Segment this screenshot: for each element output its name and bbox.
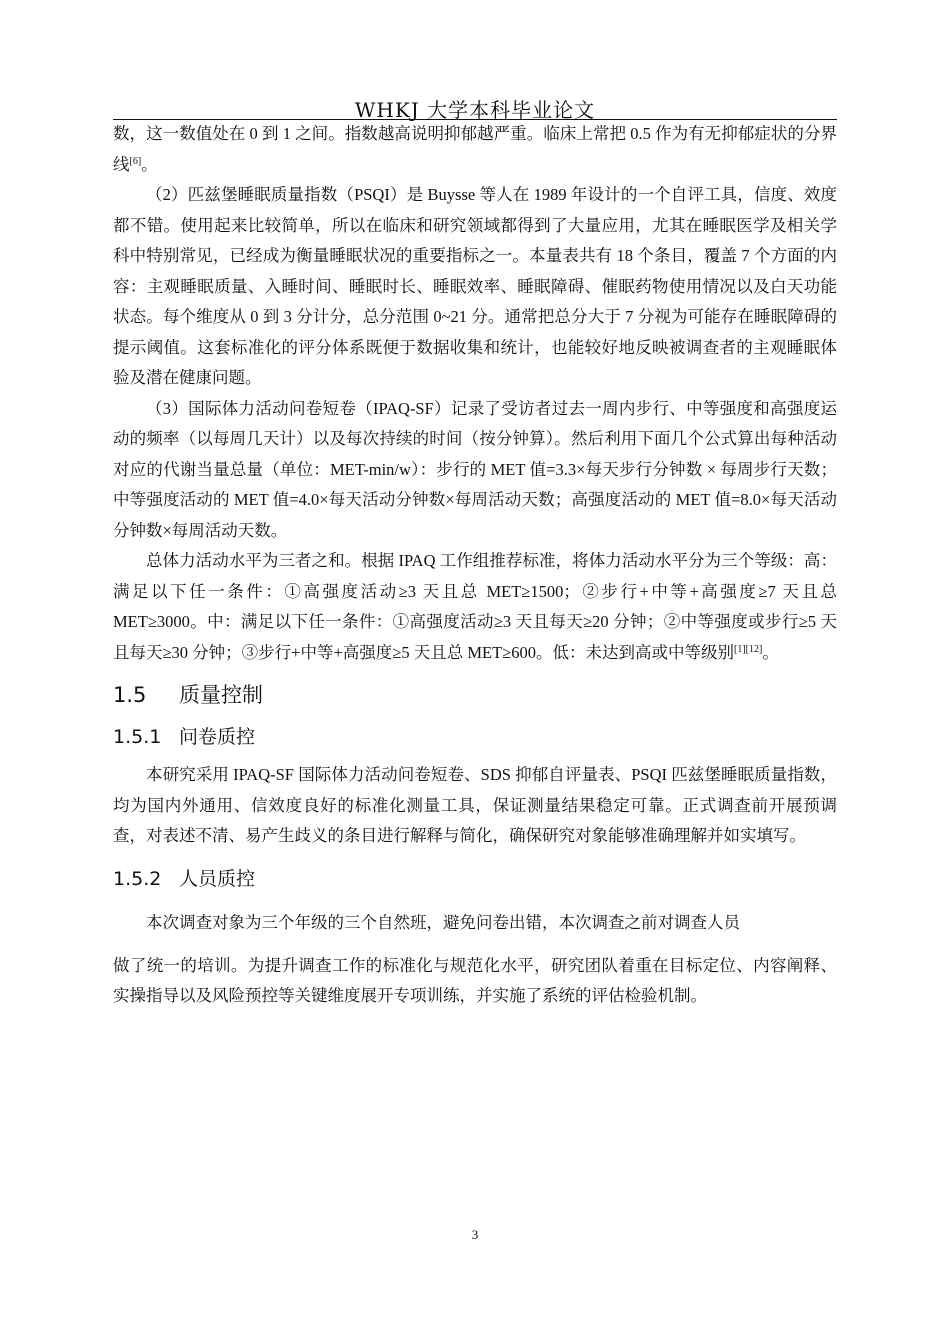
subsection-number: 1.5.2 [113, 867, 162, 890]
body-text [113, 119, 837, 1012]
paragraph-activity-levels: 总体力活动水平为三者之和。根据 IPAQ 工作组推荐标准，将体力活动水平分为三个等级：高：满足以下任一条件：①高强度活动≥3 天且总 MET≥1500；②步行+中等+高强度≥7 天且总 MET≥3000。中：满足以下任一条件：①高强度活动≥3 天且每天≥20 分钟；②中等强度或步行≥5 天且每天≥30 分钟；③步行+中等+高强度≥5 天且总 MET≥600。低：未达到高或中等级别[1][12]。 [113, 551, 837, 662]
paragraph-staff-qc-rest: 做了统一的培训。为提升调查工作的标准化与规范化水平，研究团队着重在目标定位、内容阐释、实操指导以及风险预控等关键维度展开专项训练，并实施了系统的评估检验机制。 [113, 955, 837, 1005]
paragraph-psqi: （2）匹兹堡睡眠质量指数（PSQI）是 Buysse 等人在 1989 年设计的一个自评工具，信度、效度都不错。使用起来比较简单，所以在临床和研究领域都得到了大量应用，尤其在睡眠医学及相关学科中特别常见，已经成为衡量睡眠状况的重要指标之一。本量表共有 18 个条目，覆盖 7 个方面的内容：主观睡眠质量、入睡时间、睡眠时长、睡眠效率、睡眠障碍、催眠药物使用情况以及白天功能状态。每个维度从 0 到 3 分计分，总分范围 0~21 分。通常把总分大于 7 分视为可能存在睡眠障碍的提示阈值。这套标准化的评分体系既便于数据收集和统计，也能较好地反映被调查者的主观睡眠体验及潜在健康问题。 [113, 185, 837, 387]
citation-ref: [6] [129, 155, 142, 167]
subsection-title: 问卷质控 [179, 726, 256, 748]
running-header: WHKJ 大学本科毕业论文 [354, 98, 596, 122]
subsection-number: 1.5.1 [113, 726, 162, 748]
paragraph-ipaq: （3）国际体力活动问卷短卷（IPAQ-SF）记录了受访者过去一周内步行、中等强度和高强度运动的频率（以每周几天计）以及每次持续的时间（按分钟算）。然后利用下面几个公式算出每种活动对应的代谢当量总量（单位：MET-min/w）：步行的 MET 值=3.3×每天步行分钟数 × 每周步行天数；中等强度活动的 MET 值=4.0×每天活动分钟数×每周活动天数；高强度活动的 MET 值=8.0×每天活动分钟数×每周活动天数。 [113, 398, 837, 540]
paragraph-staff-qc-line1: 本次调查对象为三个年级的三个自然班，避免问卷出错，本次调查之前对调查人员 [146, 912, 740, 932]
page-number: 3 [471, 1227, 479, 1242]
paragraph-sds-continued: 数，这一数值处在 0 到 1 之间。指数越高说明抑郁越严重。临床上常把 0.5 作为有无抑郁症状的分界线[6]。 [113, 124, 837, 174]
section-title: 质量控制 [179, 683, 263, 707]
subsection-title: 人员质控 [179, 867, 256, 890]
subsection-heading [113, 864, 837, 894]
section-number: 1.5 [113, 683, 147, 707]
citation-ref: [1][12] [733, 643, 763, 655]
subsection-heading [113, 722, 837, 752]
section-heading [113, 680, 837, 710]
paragraph-questionnaire-qc: 本研究采用 IPAQ-SF 国际体力活动问卷短卷、SDS 抑郁自评量表、PSQI 匹兹堡睡眠质量指数，均为国内外通用、信效度良好的标准化测量工具，保证测量结果稳定可靠。正式调查前开展预调查，对表述不清、易产生歧义的条目进行解释与简化，确保研究对象能够准确理解并如实填写。 [113, 765, 837, 845]
